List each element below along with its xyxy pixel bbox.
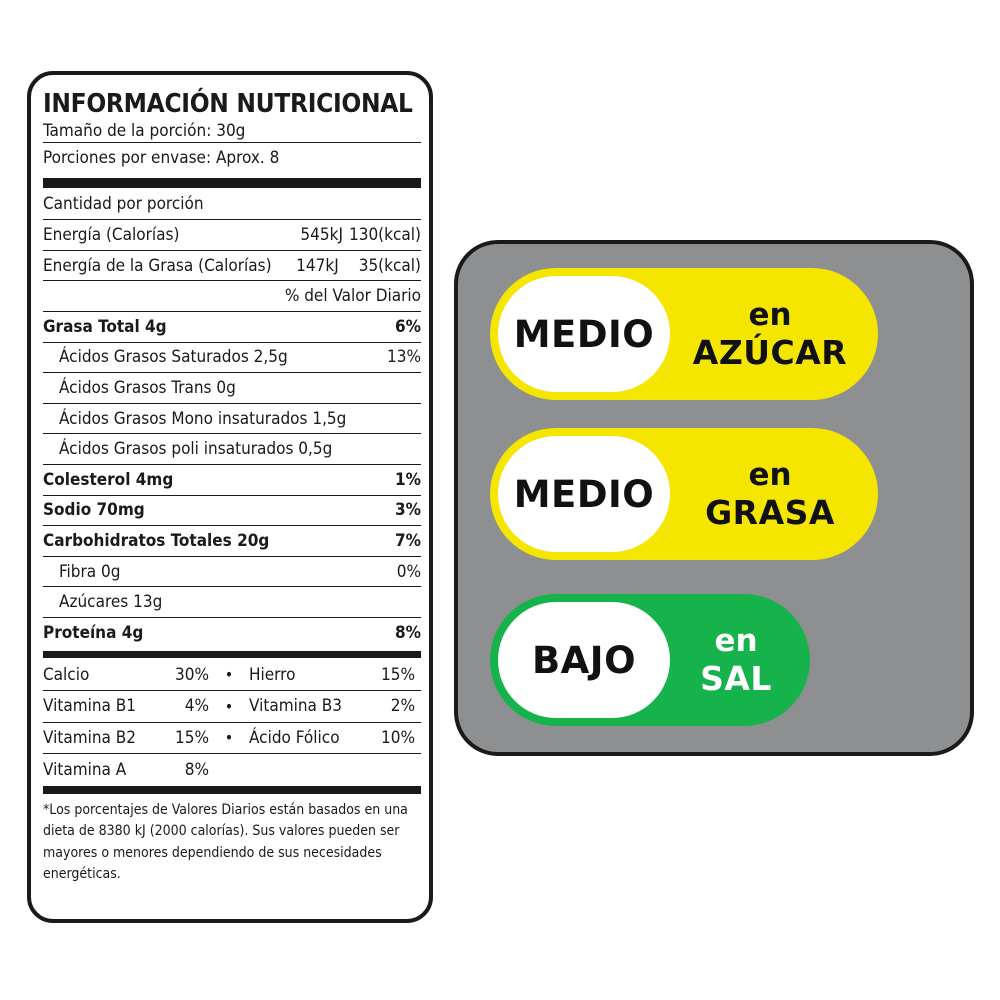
warning-salt bbox=[490, 594, 810, 726]
vitamin-daily-value: 8% bbox=[184, 759, 209, 780]
vitamin-name: Vitamina B2 bbox=[43, 727, 136, 748]
nutrient-label: Ácidos Grasos Saturados 2,5g bbox=[59, 347, 288, 368]
warning-fat-nutrient: GRASA bbox=[705, 493, 835, 532]
nutrient-daily-value: 8% bbox=[395, 623, 421, 644]
nutrient-label: Carbohidratos Totales 20g bbox=[43, 530, 270, 551]
warning-sugar bbox=[490, 268, 878, 400]
thick-divider bbox=[43, 178, 421, 188]
vitamin-daily-value: 15% bbox=[381, 664, 415, 685]
nutrient-label: Colesterol 4mg bbox=[43, 469, 174, 490]
nutrition-facts-panel bbox=[27, 71, 433, 923]
warning-salt-text bbox=[674, 594, 798, 726]
bullet-separator: • bbox=[224, 665, 234, 685]
nutrient-label: Grasa Total 4g bbox=[43, 316, 167, 337]
nutrient-label: Azúcares 13g bbox=[59, 592, 163, 613]
warning-fat-text bbox=[674, 428, 866, 560]
vitamin-row bbox=[43, 754, 421, 786]
nutrient-row bbox=[43, 343, 421, 374]
energy-label: Energía (Calorías) bbox=[43, 224, 180, 245]
daily-value-header bbox=[43, 281, 421, 312]
servings-per-container-label: Porciones por envase: Aprox. 8 bbox=[43, 148, 280, 169]
warning-labels-panel bbox=[454, 240, 974, 756]
nutrient-label: Ácidos Grasos Mono insaturados 1,5g bbox=[59, 408, 347, 429]
nutrient-daily-value: 0% bbox=[396, 561, 421, 582]
nutrient-daily-value: 3% bbox=[395, 500, 421, 521]
energy-fat-row bbox=[43, 251, 421, 282]
energy-fat-label: Energía de la Grasa (Calorías) bbox=[43, 255, 272, 276]
vitamin-row bbox=[43, 660, 421, 692]
warning-sugar-nutrient: AZÚCAR bbox=[692, 333, 848, 372]
nutrient-row bbox=[43, 373, 421, 404]
nutrient-label: Ácidos Grasos Trans 0g bbox=[59, 377, 236, 398]
warning-sugar-prefix: en bbox=[748, 297, 792, 333]
nutrient-daily-value: 13% bbox=[387, 347, 421, 368]
amount-per-serving-label: Cantidad por porción bbox=[43, 194, 204, 215]
nutrient-row bbox=[43, 587, 421, 618]
nutrient-label: Fibra 0g bbox=[59, 561, 121, 582]
nutrient-row bbox=[43, 557, 421, 588]
bullet-separator: • bbox=[224, 728, 234, 748]
warning-fat bbox=[490, 428, 878, 560]
nutrient-label: Proteína 4g bbox=[43, 623, 144, 644]
nutrient-row bbox=[43, 496, 421, 527]
nutrient-daily-value: 7% bbox=[395, 530, 421, 551]
vitamin-name: Calcio bbox=[43, 664, 90, 685]
vitamin-name: Vitamina B3 bbox=[249, 696, 342, 717]
warning-salt-prefix: en bbox=[714, 623, 758, 659]
serving-size-label: Tamaño de la porción: 30g bbox=[43, 120, 246, 141]
vitamin-daily-value: 4% bbox=[184, 696, 209, 717]
serving-size bbox=[43, 119, 421, 143]
energy-row bbox=[43, 220, 421, 251]
nutrient-daily-value: 1% bbox=[395, 469, 421, 490]
nutrient-label: Sodio 70mg bbox=[43, 500, 145, 521]
vitamin-name: Ácido Fólico bbox=[249, 727, 340, 748]
vitamin-name: Hierro bbox=[249, 664, 296, 685]
vitamin-daily-value: 30% bbox=[175, 664, 209, 685]
energy-kcal: 130(kcal) bbox=[348, 224, 421, 245]
nutrient-row bbox=[43, 434, 421, 465]
energy-kj: 545kJ bbox=[300, 224, 343, 245]
nutrient-row bbox=[43, 404, 421, 435]
nutrient-row bbox=[43, 465, 421, 496]
warning-salt-level: BAJO bbox=[498, 602, 670, 718]
warning-sugar-level: MEDIO bbox=[498, 276, 670, 392]
vitamin-name: Vitamina A bbox=[43, 759, 127, 780]
nutrient-rows bbox=[43, 312, 421, 649]
bullet-separator: • bbox=[224, 696, 234, 716]
amount-per-serving bbox=[43, 190, 421, 221]
vitamin-rows bbox=[43, 660, 421, 786]
footnote: *Los porcentajes de Valores Diarios están basados en una dieta de 8380 kJ (2000 calorías). Sus valores pueden ser mayores o menores dependiendo de sus necesidades energéticas. bbox=[43, 801, 408, 882]
nutrient-row bbox=[43, 312, 421, 343]
warning-fat-prefix: en bbox=[748, 457, 792, 493]
vitamin-daily-value: 10% bbox=[381, 727, 415, 748]
vitamin-row bbox=[43, 723, 421, 755]
warning-sugar-text bbox=[674, 268, 866, 400]
nutrient-row bbox=[43, 618, 421, 649]
daily-value-header-label: % del Valor Diario bbox=[284, 286, 421, 307]
thick-divider bbox=[43, 786, 421, 794]
energy-fat-kj: 147kJ bbox=[296, 255, 339, 276]
nutrition-facts-content bbox=[43, 89, 421, 886]
nutrition-title: INFORMACIÓN NUTRICIONAL bbox=[43, 89, 413, 119]
vitamin-daily-value: 15% bbox=[175, 727, 209, 748]
vitamin-daily-value: 2% bbox=[390, 696, 415, 717]
warning-fat-level: MEDIO bbox=[498, 436, 670, 552]
vitamin-row bbox=[43, 691, 421, 723]
thick-divider bbox=[43, 651, 421, 658]
servings-per-container bbox=[43, 143, 421, 174]
vitamin-name: Vitamina B1 bbox=[43, 696, 136, 717]
energy-fat-kcal: 35(kcal) bbox=[358, 255, 421, 276]
warning-salt-nutrient: SAL bbox=[700, 659, 772, 698]
nutrient-label: Ácidos Grasos poli insaturados 0,5g bbox=[59, 439, 333, 460]
nutrient-row bbox=[43, 526, 421, 557]
nutrient-daily-value: 6% bbox=[395, 316, 421, 337]
